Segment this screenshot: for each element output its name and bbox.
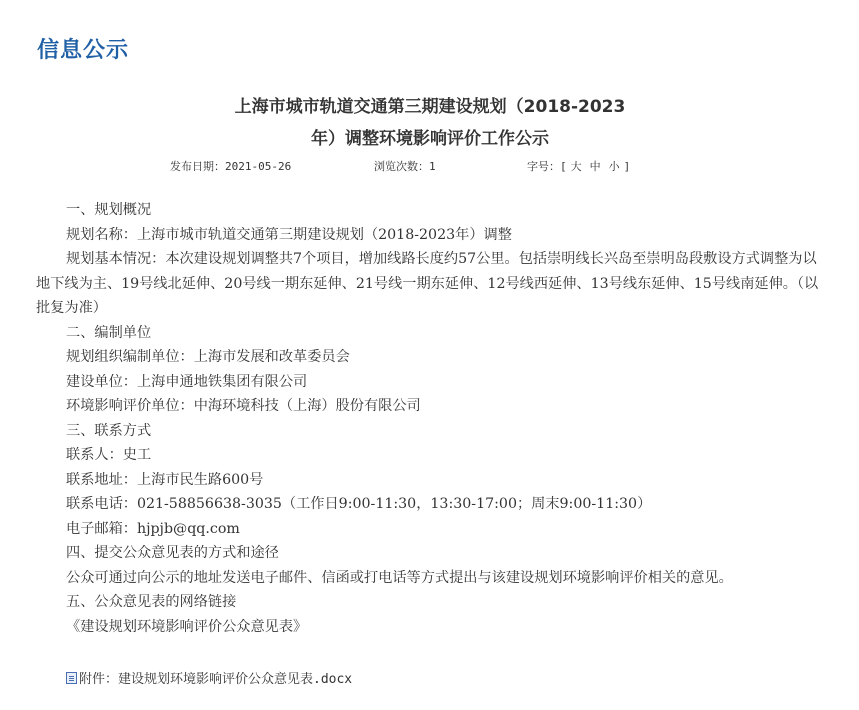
contact-address: 联系地址：上海市民生路600号 (66, 471, 264, 488)
font-size-large-button[interactable]: 大 (570, 160, 582, 173)
construction-unit: 建设单位：上海申通地铁集团有限公司 (66, 373, 308, 390)
attachment-link[interactable] (66, 668, 352, 687)
article-title-line-2: 年）调整环境影响评价工作公示 (311, 129, 549, 149)
font-size-medium-button[interactable]: 中 (589, 160, 601, 173)
submission-text: 公众可通过向公示的地址发送电子邮件、信函或打电话等方式提出与该建设规划环境影响评价相关的意见。 (66, 569, 733, 586)
font-size-selector (527, 158, 630, 174)
plan-description-text: 规划基本情况：本次建设规划调整共7个项目，增加线路长度约57公里。包括崇明线长兴岛至崇明岛段敷设方式调整为以地下线为主、19号线北延伸、20号线一期东延伸、21号线一期东延伸、12号线西延伸、13号线东延伸、15号线南延伸。（以批复为准） (36, 251, 819, 316)
article-body (36, 198, 826, 639)
doc-icon (66, 672, 77, 684)
contact-email: 电子邮箱：hjpjb@qq.com (66, 520, 240, 537)
heading-contact: 三、联系方式 (66, 422, 152, 439)
view-count: 浏览次数：1 (374, 160, 436, 173)
publish-date: 发布日期：2021-05-26 (170, 160, 292, 173)
contact-person: 联系人：史工 (66, 447, 152, 463)
heading-compiling-units: 二、编制单位 (66, 324, 152, 341)
font-size-small-button[interactable]: 小 (608, 160, 620, 173)
heading-online-link: 五、公众意见表的网络链接 (66, 594, 237, 610)
font-size-close-bracket: ] (623, 160, 631, 173)
heading-submission: 四、提交公众意见表的方式和途径 (66, 545, 279, 561)
plan-description (36, 247, 826, 321)
page-section-title: 信息公示 (37, 38, 130, 63)
organizing-unit: 规划组织编制单位：上海市发展和改革委员会 (66, 349, 350, 365)
plan-name: 规划名称：上海市城市轨道交通第三期建设规划（2018-2023年）调整 (66, 226, 512, 243)
eia-unit: 环境影响评价单位：中海环境科技（上海）股份有限公司 (66, 398, 421, 414)
heading-plan-overview: 一、规划概况 (66, 202, 152, 218)
attachment-label: 附件：建设规划环境影响评价公众意见表.docx (79, 672, 353, 687)
opinion-form-link[interactable]: 《建设规划环境影响评价公众意见表》 (66, 618, 308, 635)
contact-phone: 联系电话：021-58856638-3035（工作日9:00-11:30，13:30-17:00；周末9:00-11:30） (66, 496, 652, 512)
font-size-label: 字号：[ (527, 160, 567, 173)
article-title-line-1: 上海市城市轨道交通第三期建设规划（2018-2023 (234, 97, 626, 117)
